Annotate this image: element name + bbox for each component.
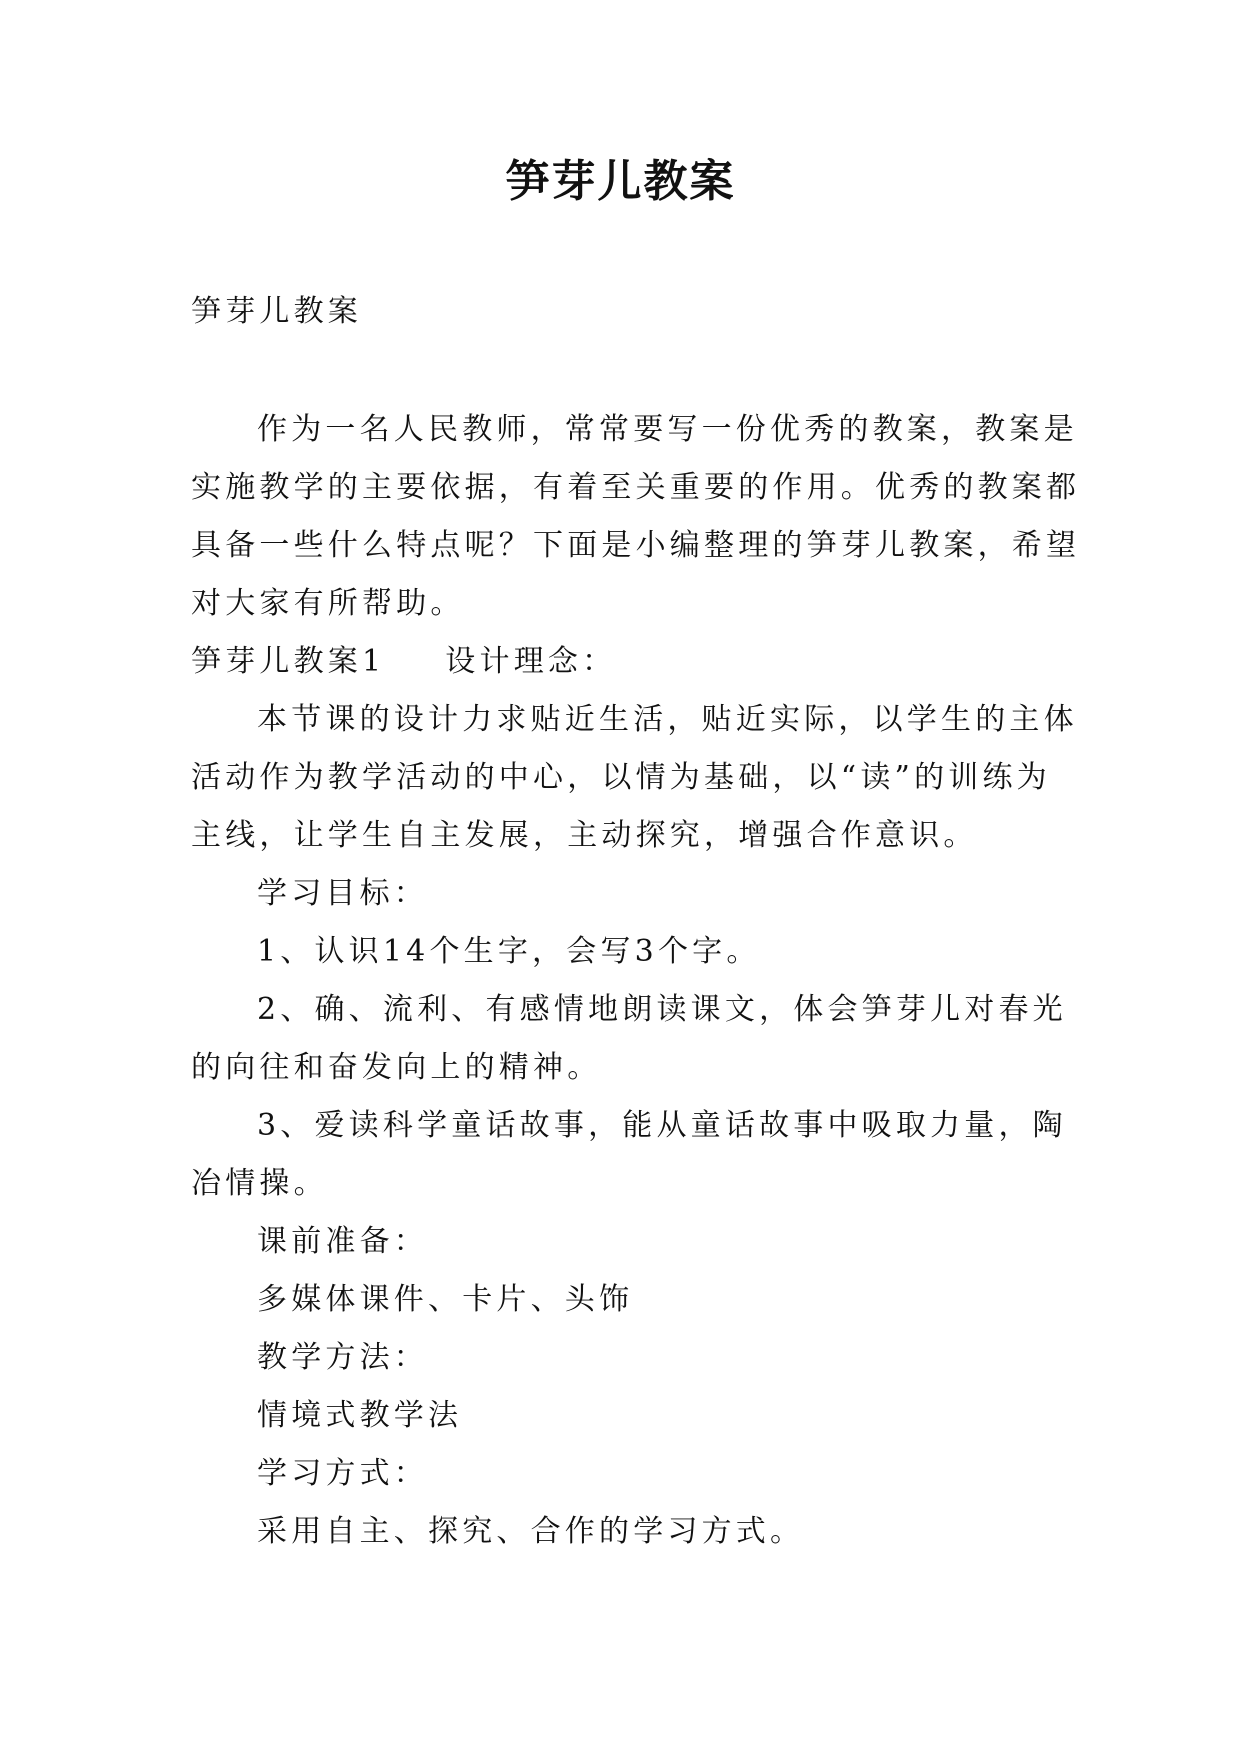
goal-2-line-2: 的向往和奋发向上的精神。 [191,1050,602,1085]
intro-line-2: 实施教学的主要依据，有着至关重要的作用。优秀的教案都 [191,470,1081,505]
design-concept-line-1: 本节课的设计力求贴近生活，贴近实际，以学生的主体 [257,702,1078,737]
intro-line-3: 具备一些什么特点呢？下面是小编整理的笋芽儿教案，希望 [191,528,1081,563]
learning-heading: 学习方式： [257,1456,428,1491]
intro-line-1: 作为一名人民教师，常常要写一份优秀的教案，教案是 [257,412,1078,447]
design-concept-line-2: 活动作为教学活动的中心，以情为基础，以“读”的训练为 [191,760,1051,795]
design-concept-line-3: 主线，让学生自主发展，主动探究，增强合作意识。 [191,818,978,853]
section-heading-sub: 设计理念： [445,644,617,679]
prep-value: 多媒体课件、卡片、头饰 [257,1282,634,1317]
section-heading [191,642,616,682]
learning-value: 采用自主、探究、合作的学习方式。 [257,1514,805,1549]
document-subtitle: 笋芽儿教案 [191,294,362,329]
prep-heading: 课前准备： [257,1224,428,1259]
method-value: 情境式教学法 [257,1398,463,1433]
goal-2-line-1: 2、确、流利、有感情地朗读课文，体会笋芽儿对春光 [257,992,1067,1027]
goal-3-line-2: 冶情操。 [191,1166,328,1201]
intro-line-4: 对大家有所帮助。 [191,586,465,621]
method-heading: 教学方法： [257,1340,428,1375]
goal-3-line-1: 3、爱读科学童话故事，能从童话故事中吸取力量，陶 [257,1108,1067,1143]
goals-heading: 学习目标： [257,876,428,911]
document-title: 笋芽儿教案 [505,156,736,207]
section-heading-label: 笋芽儿教案1 [191,644,386,679]
goal-1: 1、认识14个生字，会写3个字。 [257,934,761,969]
